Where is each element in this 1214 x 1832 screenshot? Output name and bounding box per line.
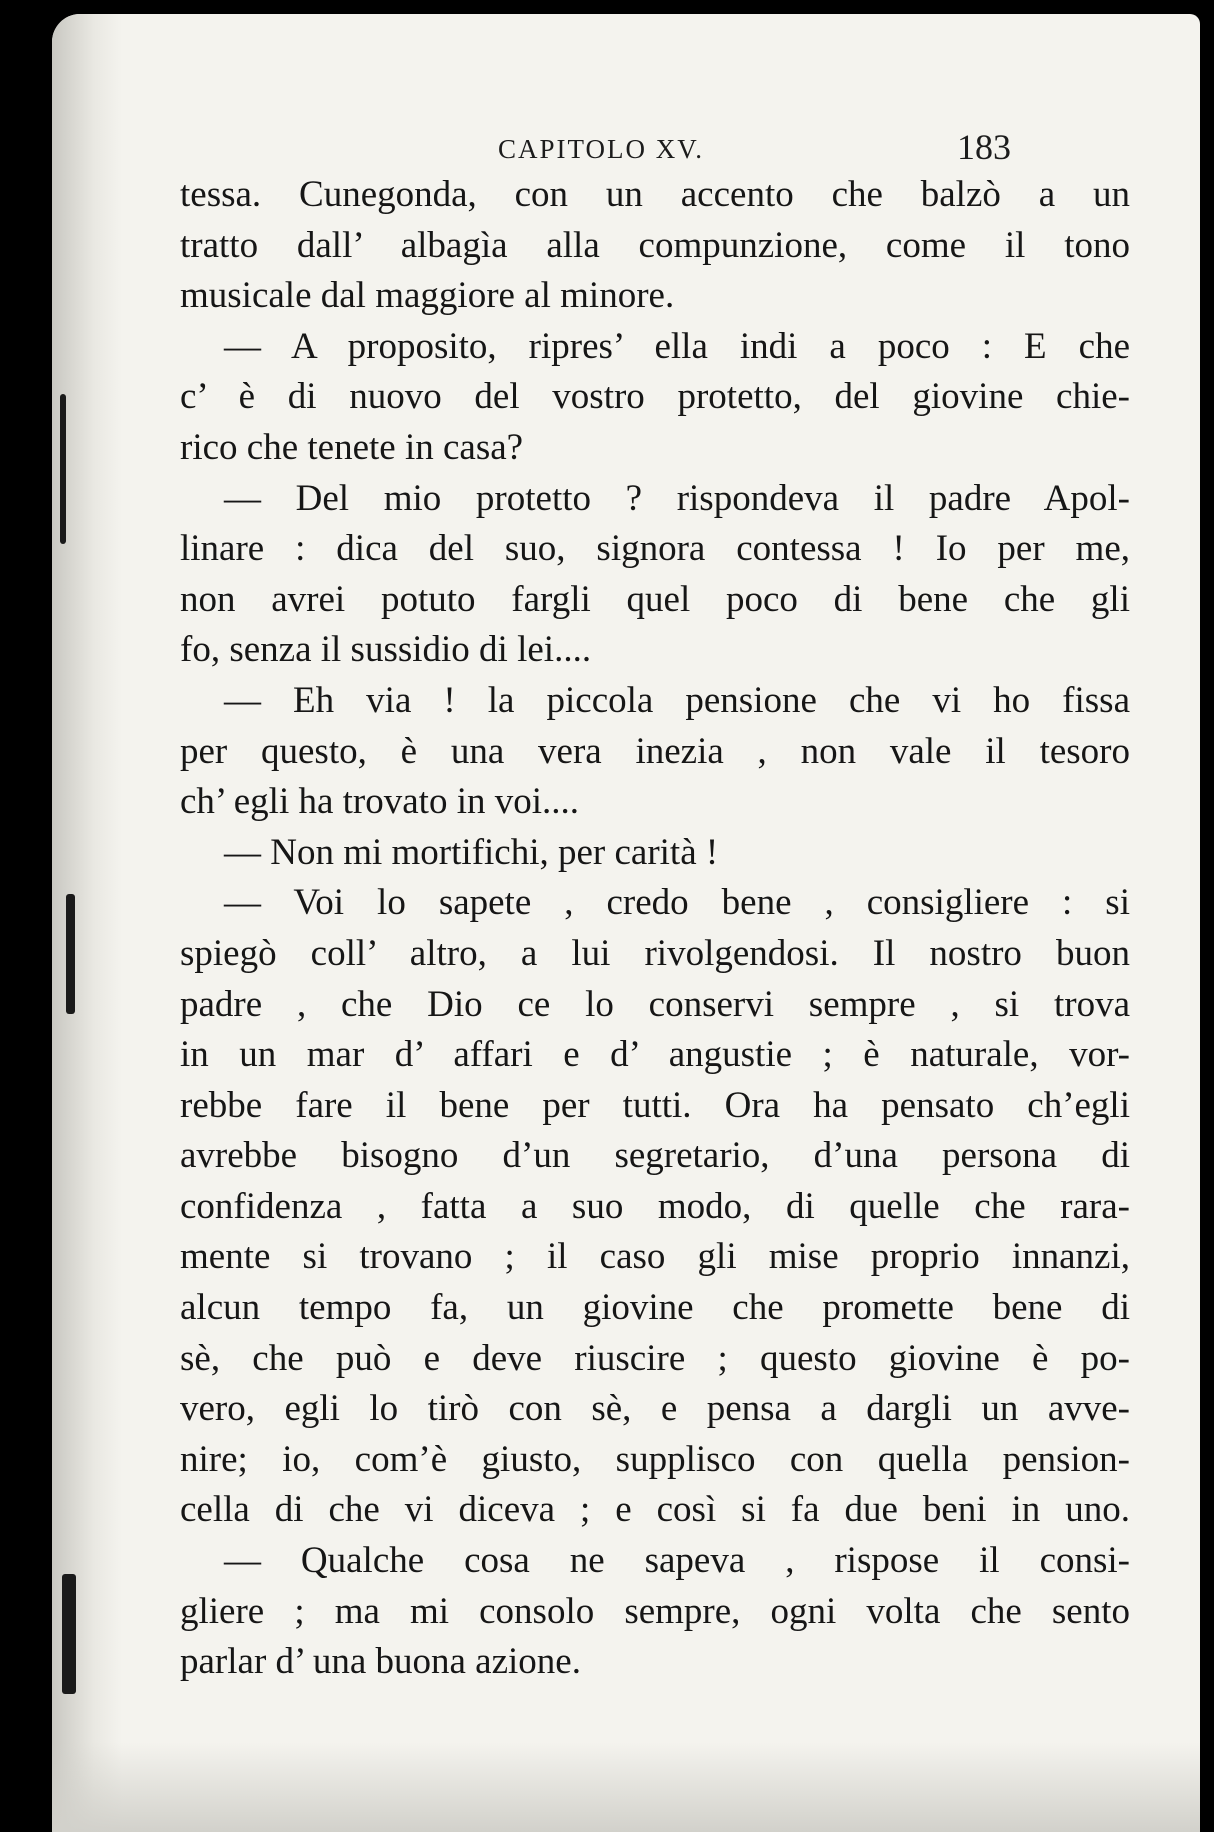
text-line: confidenza , fatta a suo modo, di quelle che rara-	[180, 1185, 1130, 1227]
text-line: musicale dal maggiore al minore.	[180, 275, 675, 317]
text-line: alcun tempo fa, un giovine che promette bene di	[180, 1287, 1130, 1329]
text-line: mente si trovano ; il caso gli mise proprio innanzi,	[180, 1236, 1130, 1278]
text-line: rico che tenete in casa?	[180, 426, 524, 468]
binding-mark	[62, 1574, 76, 1694]
text-line: avrebbe bisogno d’un segretario, d’una persona di	[180, 1135, 1130, 1177]
text-line: sè, che può e deve riuscire ; questo giovine è po-	[180, 1337, 1130, 1379]
text-line: — Del mio protetto ? rispondeva il padre Apol-	[224, 477, 1130, 519]
text-line: — Qualche cosa ne sapeva , rispose il consi-	[224, 1540, 1130, 1582]
text-line: padre , che Dio ce lo conservi sempre , si trova	[180, 983, 1130, 1025]
body-text	[180, 170, 1130, 1688]
page-header	[52, 124, 1200, 174]
text-line: rebbe fare il bene per tutti. Ora ha pensato ch’egli	[180, 1084, 1130, 1126]
text-line: ch’ egli ha trovato in voi....	[180, 781, 580, 823]
text-line: in un mar d’ affari e d’ angustie ; è naturale, vor-	[180, 1034, 1130, 1076]
text-line: linare : dica del suo, signora contessa ! Io per me,	[180, 528, 1130, 570]
text-line: tessa. Cunegonda, con un accento che balzò a un	[180, 174, 1130, 215]
text-line: tratto dall’ albagìa alla compunzione, come il tono	[180, 224, 1130, 266]
text-line: parlar d’ una buona azione.	[180, 1641, 581, 1683]
text-line: gliere ; ma mi consolo sempre, ogni volta che sento	[180, 1590, 1130, 1632]
running-head: CAPITOLO XV.	[498, 134, 705, 164]
page-bottom-shadow	[52, 1742, 1200, 1832]
text-line: fo, senza il sussidio di lei....	[180, 629, 592, 671]
text-line: — Eh via ! la piccola pensione che vi ho fissa	[224, 679, 1130, 721]
page-gutter-shadow	[52, 14, 122, 1832]
text-line: — Non mi mortifichi, per carità !	[224, 831, 719, 873]
text-line: nire; io, com’è giusto, supplisco con quella pension-	[180, 1438, 1130, 1480]
text-line: spiegò coll’ altro, a lui rivolgendosi. Il nostro buon	[180, 932, 1130, 974]
text-line: — Voi lo sapete , credo bene , consigliere : si	[224, 882, 1130, 924]
text-line: per questo, è una vera inezia , non vale il tesoro	[180, 730, 1130, 772]
text-line: non avrei potuto fargli quel poco di bene che gli	[180, 578, 1130, 620]
binding-mark	[66, 894, 75, 1014]
binding-mark	[60, 394, 66, 544]
text-line: — A proposito, ripres’ ella indi a poco : E che	[224, 325, 1130, 367]
text-line: vero, egli lo tirò con sè, e pensa a dargli un avve-	[180, 1388, 1130, 1430]
book-page	[52, 14, 1200, 1832]
text-line: cella di che vi diceva ; e così si fa due beni in uno.	[180, 1489, 1130, 1531]
text-line: c’ è di nuovo del vostro protetto, del giovine chie-	[180, 376, 1130, 418]
page-number: 183	[957, 127, 1011, 167]
